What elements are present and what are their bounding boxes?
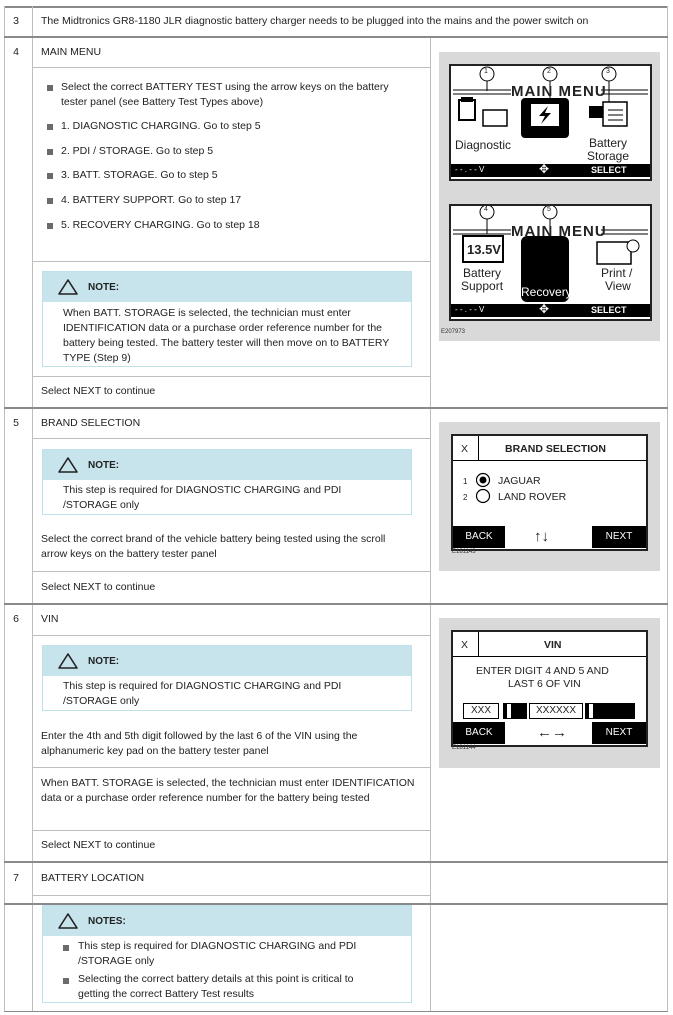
continue-instruction: Select NEXT to continue xyxy=(41,839,156,851)
menu-option-label: Battery xyxy=(463,266,502,280)
screen-title: VIN xyxy=(544,639,562,651)
figure-callout-number: 4 xyxy=(484,206,488,213)
table-top-border xyxy=(4,6,668,8)
inner-divider xyxy=(32,571,430,572)
bullet-marker xyxy=(47,149,53,155)
note-box xyxy=(42,449,412,515)
warning-triangle-icon xyxy=(57,652,79,670)
inner-divider xyxy=(32,438,430,439)
note-box xyxy=(42,271,412,367)
main-menu-figure xyxy=(439,52,660,341)
list-item: 2. PDI / STORAGE. Go to step 5 xyxy=(61,145,214,157)
main-menu-title: MAIN MENU xyxy=(511,83,607,100)
step-number: 4 xyxy=(13,46,19,58)
bullet-marker xyxy=(47,198,53,204)
menu-option-label: PDI xyxy=(532,139,553,153)
voltage-readout: - - . - - V xyxy=(455,305,485,314)
figure-column-divider xyxy=(430,36,431,1012)
menu-option-label: Recovery xyxy=(521,285,572,299)
bullet-marker xyxy=(47,124,53,130)
voltage-readout: - - . - - V xyxy=(455,165,485,174)
menu-option-label: Storage xyxy=(587,149,630,163)
note-label: NOTE: xyxy=(88,282,120,293)
figure-callout-number: 2 xyxy=(547,68,551,75)
radio-selected-icon xyxy=(475,472,491,488)
note-label: NOTES: xyxy=(88,916,126,927)
navigation-arrows-icon: ✥ xyxy=(539,162,550,176)
radio-unselected-icon xyxy=(475,488,491,504)
menu-option-label: Diagnostic xyxy=(455,138,512,152)
vin-screen xyxy=(451,630,648,747)
inner-divider xyxy=(32,376,430,377)
table-bottom-border xyxy=(4,1011,668,1012)
screen-status-bar xyxy=(451,164,650,177)
step-title: BRAND SELECTION xyxy=(41,417,141,429)
row-divider xyxy=(4,603,668,605)
step-text: Select the correct brand of the vehicle battery being tested using the scroll arrow keys on the battery tester panel xyxy=(41,533,386,560)
step-number: 6 xyxy=(13,613,19,625)
screen-status-bar xyxy=(451,304,650,317)
figure-code: E181144 xyxy=(452,745,476,751)
header-underline xyxy=(453,656,646,657)
figure-callout-number: 5 xyxy=(547,206,551,213)
vin-figure xyxy=(439,618,660,768)
back-button: BACK xyxy=(453,526,505,548)
warning-triangle-icon xyxy=(57,912,79,930)
note-list-item: Selecting the correct battery details at this point is critical to getting the correct Battery Test results xyxy=(78,973,354,1000)
list-item: 3. BATT. STORAGE. Go to step 5 xyxy=(61,169,218,181)
select-label: SELECT xyxy=(591,165,627,175)
close-label: X xyxy=(461,443,469,455)
note-text: This step is required for DIAGNOSTIC CHARGING and PDI /STORAGE only xyxy=(63,680,342,707)
vin-entry-block xyxy=(503,703,527,719)
list-item: Select the correct BATTERY TEST using the arrow keys on the battery tester panel (see Battery Test Types above) xyxy=(61,81,389,108)
note-text: When BATT. STORAGE is selected, the technician must enter IDENTIFICATION data or a purchase order reference number for the battery being tested. The battery tester will then move on to BATTERY TYPE (Step 9) xyxy=(63,307,390,364)
vin-digit-field: XXX xyxy=(463,703,499,719)
step-text: When BATT. STORAGE is selected, the technician must enter IDENTIFICATION data or a purchase order reference number for the battery being tested xyxy=(41,777,415,804)
list-item: 5. RECOVERY CHARGING. Go to step 18 xyxy=(61,219,260,231)
main-menu-screen-2 xyxy=(449,204,652,321)
note-label: NOTE: xyxy=(88,460,120,471)
option-number: 2 xyxy=(463,493,468,502)
voltage-label: 13.5V xyxy=(467,242,501,257)
step-number: 5 xyxy=(13,417,19,429)
up-down-arrows-icon: ↑↓ xyxy=(534,528,549,545)
header-underline xyxy=(453,460,646,461)
inner-divider xyxy=(32,767,430,768)
note-box xyxy=(42,645,412,711)
main-menu-title: MAIN MENU xyxy=(511,223,607,240)
figure-code: E181143 xyxy=(452,549,476,555)
option-label: LAND ROVER xyxy=(498,491,567,503)
menu-option-label: Print / xyxy=(601,266,633,280)
bullet-marker xyxy=(47,85,53,91)
step-title: BATTERY LOCATION xyxy=(41,872,145,884)
row-divider xyxy=(4,407,668,409)
menu-option-label: Battery xyxy=(589,136,628,150)
vin-last-six-field: XXXXXX xyxy=(529,703,583,719)
list-item: 4. BATTERY SUPPORT. Go to step 17 xyxy=(61,194,242,206)
prompt-line: LAST 6 OF VIN xyxy=(508,678,581,690)
option-label: JAGUAR xyxy=(498,475,541,487)
brand-selection-screen xyxy=(451,434,648,551)
continue-instruction: Select NEXT to continue xyxy=(41,385,156,397)
header-divider xyxy=(478,632,479,656)
option-number: 1 xyxy=(463,477,468,486)
bullet-marker xyxy=(63,978,69,984)
vin-entry-block xyxy=(585,703,635,719)
screen-title: BRAND SELECTION xyxy=(505,443,606,455)
step-number: 3 xyxy=(13,15,19,27)
inner-divider xyxy=(32,830,430,831)
figure-callout-number: 1 xyxy=(484,68,488,75)
header-divider xyxy=(478,436,479,460)
warning-triangle-icon xyxy=(57,456,79,474)
menu-option-label: Support xyxy=(461,279,504,293)
close-label: X xyxy=(461,639,469,651)
continue-instruction: Select NEXT to continue xyxy=(41,581,156,593)
step-text: Enter the 4th and 5th digit followed by the last 6 of the VIN using the alphanumeric key pad on the battery tester panel xyxy=(41,730,358,757)
step-text: The Midtronics GR8-1180 JLR diagnostic battery charger needs to be plugged into the mains and the power switch on xyxy=(41,15,589,27)
figure-callout-number: 3 xyxy=(606,68,610,75)
note-text: This step is required for DIAGNOSTIC CHARGING and PDI /STORAGE only xyxy=(63,484,342,511)
bullet-marker xyxy=(63,945,69,951)
bullet-marker xyxy=(47,223,53,229)
main-menu-screen-1 xyxy=(449,64,652,181)
note-list-item: This step is required for DIAGNOSTIC CHARGING and PDI /STORAGE only xyxy=(78,940,357,967)
step-title: VIN xyxy=(41,613,59,625)
note-box xyxy=(42,905,412,1003)
step-title: MAIN MENU xyxy=(41,46,102,58)
row-divider xyxy=(4,36,668,38)
inner-divider xyxy=(32,895,430,896)
warning-triangle-icon xyxy=(57,278,79,296)
next-button: NEXT xyxy=(592,526,646,548)
menu-option-label: View xyxy=(605,279,631,293)
inner-divider xyxy=(32,635,430,636)
back-button: BACK xyxy=(453,722,505,744)
select-label: SELECT xyxy=(591,305,627,315)
inner-divider xyxy=(32,261,430,262)
left-right-arrows-icon: ←→ xyxy=(537,724,567,741)
note-label: NOTE: xyxy=(88,656,120,667)
prompt-line: ENTER DIGIT 4 AND 5 AND xyxy=(476,665,609,677)
figure-code: E207973 xyxy=(441,329,466,335)
inner-divider xyxy=(32,67,430,68)
step-number: 7 xyxy=(13,872,19,884)
list-item: 1. DIAGNOSTIC CHARGING. Go to step 5 xyxy=(61,120,261,132)
bullet-marker xyxy=(47,173,53,179)
next-button: NEXT xyxy=(592,722,646,744)
navigation-arrows-icon: ✥ xyxy=(539,302,550,316)
brand-selection-figure xyxy=(439,422,660,571)
row-divider xyxy=(4,861,668,863)
